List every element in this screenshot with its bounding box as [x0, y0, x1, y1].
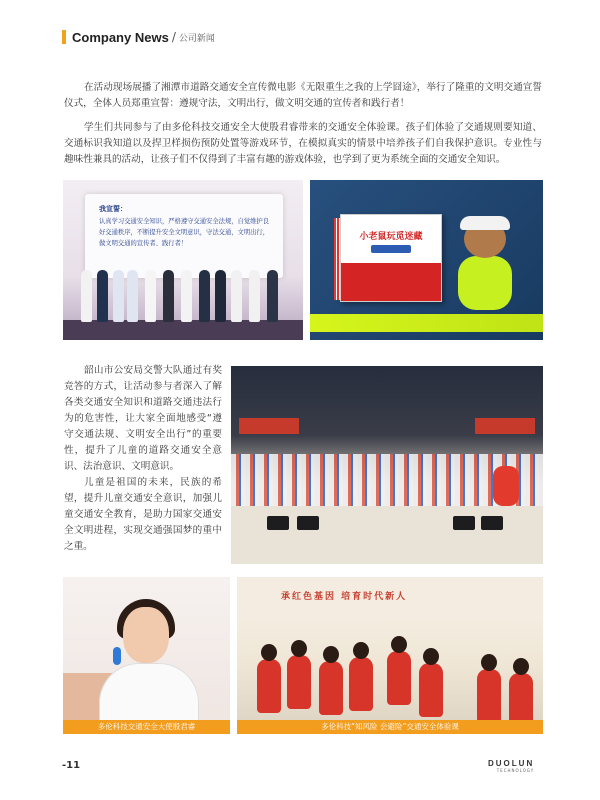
person-figure [81, 270, 92, 322]
student-figure [509, 673, 533, 727]
person-figure [97, 270, 108, 322]
section-title: Company News [72, 29, 169, 45]
picture-book [340, 214, 442, 302]
photo-auditorium [231, 366, 543, 564]
stage-speaker [453, 516, 475, 530]
person-figure [199, 270, 210, 322]
person-figure [181, 270, 192, 322]
wall-slogan: 承红色基因 培育时代新人 [281, 592, 408, 602]
student-figure [319, 661, 343, 715]
stage-speaker [481, 516, 503, 530]
company-logo [488, 759, 534, 773]
book-tag [371, 245, 411, 253]
book-title: 小老鼠玩觅迷藏 [359, 232, 423, 242]
stage-floor [63, 320, 303, 340]
ambassador-face [123, 607, 169, 663]
person-figure [249, 270, 260, 322]
person-figure [145, 270, 156, 322]
stage-speaker [267, 516, 289, 530]
paragraph-conclusion: 儿童是祖国的未来，民族的希望，提升儿童交通安全意识，加强儿童交通安全教育，是助力国家交通安全文明进程，实现交通强国梦的重中之重。 [64, 477, 222, 552]
photo-safety-ambassador [63, 577, 230, 734]
logo-text: DUOLUN [488, 759, 535, 768]
person-figure [113, 270, 124, 322]
book-band [341, 263, 441, 301]
paragraph-experience-class: 学生们共同参与了由多伦科技交通安全大使殷君睿带来的交通安全体验课。孩子们体验了交通规则要知道、交通标识我知道以及捍卫样损伤预防处置等游戏环节，在模拟真实的情景中培养孩子们自我保护意识。专业性与趣味性兼具的活动，让孩子们不仅得到了丰富有趣的游戏体验，也学到了更为系统全面的交通安全知识。 [64, 122, 542, 165]
page-number: -11 [62, 760, 81, 771]
page-header [62, 28, 215, 46]
oath-title: 我宣誓： [99, 205, 127, 213]
section-subtitle: 公司新闻 [178, 33, 215, 44]
bear-police-hat [460, 216, 510, 230]
photo-book-and-bear [310, 180, 543, 340]
photo-oath-ceremony [63, 180, 303, 340]
person-figure [267, 270, 278, 322]
header-accent-bar [62, 30, 66, 44]
stage-speaker [297, 516, 319, 530]
person-figure [163, 270, 174, 322]
student-figure [287, 655, 311, 709]
microphone-icon [113, 647, 121, 665]
student-figure [387, 651, 411, 705]
student-figure [477, 669, 501, 723]
person-figure [231, 270, 242, 322]
logo-subtext: TECHNOLOGY [496, 768, 535, 773]
wall-banner [239, 418, 299, 434]
oath-text: 认真学习交通安全知识，严格遵守交通安全法规，自觉维护良好交通秩序，不断提升安全文明意识，守法交通，文明出行，做文明交通的宣传者、践行者！ [99, 218, 270, 247]
student-figure [257, 659, 281, 713]
person-figure [127, 270, 138, 322]
student-figure [349, 657, 373, 711]
auditorium-stage [231, 506, 543, 564]
police-teddy-bear [450, 216, 520, 312]
classroom-wall [237, 577, 543, 615]
photo-experience-class [237, 577, 543, 734]
caption-ambassador: 多伦科技交通安全大使殷君睿 [63, 720, 230, 734]
paragraph-oath-ceremony: 在活动现场展播了湘潭市道路交通安全宣传微电影《无限重生之我的上学囧途》，举行了隆重的文明交通宣誓仪式，全体人员郑重宣誓：遵规守法，文明出行，做文明交通的宣传者和践行者！ [64, 82, 542, 109]
mascot-figure [493, 466, 519, 506]
paragraph-quiz-activity: 韶山市公安局交警大队通过有奖竞答的方式，让活动参与者深入了解各类交通安全知识和道路交通违法行为的危害性，让大家全面地感受“遵守交通法规、文明安全出行”的重要性，提升了儿童的道路交通安全意识、法治意识、文明意识。 [64, 365, 222, 472]
reflective-vest [310, 314, 543, 332]
person-figure [215, 270, 226, 322]
bear-vest [458, 256, 512, 310]
section-separator: / [171, 30, 176, 44]
student-figure [419, 663, 443, 717]
stage-screen [85, 194, 283, 278]
wall-banner [475, 418, 535, 434]
caption-experience-class: 多伦科技“知风险 会避险”交通安全体验课 [237, 720, 543, 734]
